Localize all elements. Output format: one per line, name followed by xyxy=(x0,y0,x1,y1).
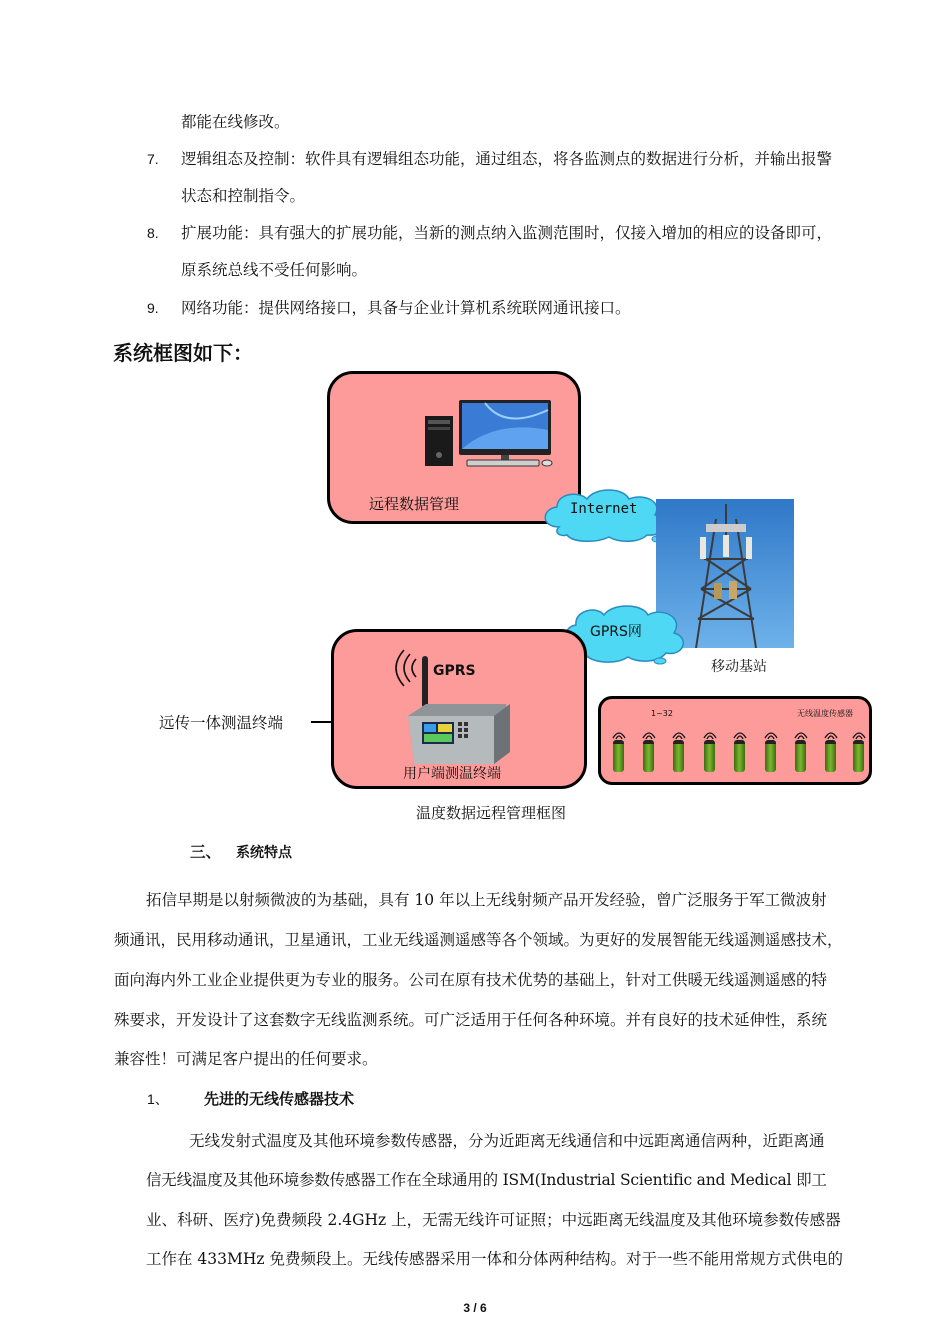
remote-terminal-side-label: 远传一体测温终端 xyxy=(159,714,284,732)
wireless-sensor-icon xyxy=(790,728,812,774)
section-title: 系统特点 xyxy=(236,845,292,861)
sensor-range-label: 1~32 xyxy=(651,709,673,718)
subsection-title: 先进的无线传感器技术 xyxy=(204,1090,355,1108)
wireless-sensor-row xyxy=(608,728,870,780)
paragraph-2-line: 无线发射式温度及其他环境参数传感器，分为近距离无线通信和中远距离通信两种，近距离通 xyxy=(189,1132,825,1150)
wireless-sensor-icon xyxy=(729,728,751,774)
list-number-8: 8. xyxy=(147,225,159,241)
list-number-7: 7. xyxy=(147,151,159,167)
list-item-8-line1: 扩展功能：具有强大的扩展功能，当新的测点纳入监测范围时，仅接入增加的相应的设备即可， xyxy=(181,224,833,242)
wireless-sensor-icon xyxy=(638,728,660,774)
user-terminal-label: 用户端测温终端 xyxy=(403,766,501,782)
gprs-network-label: GPRS网 xyxy=(590,624,642,640)
diagram-heading: 系统框图如下： xyxy=(113,341,253,365)
subsection-number: 1、 xyxy=(147,1091,169,1107)
wireless-sensor-icon xyxy=(608,728,630,774)
remote-management-label: 远程数据管理 xyxy=(369,495,460,513)
leader-line xyxy=(311,721,331,723)
paragraph-1-line: 兼容性！可满足客户提出的任何要求。 xyxy=(114,1050,378,1068)
paragraph-2-line: 业、科研、医疗)免费频段 2.4GHz 上，无需无线许可证照；中远距离无线温度及其他环境参数传感器 xyxy=(146,1211,841,1229)
paragraph-1-line: 殊要求，开发设计了这套数字无线监测系统。可广泛适用于任何各种环境。并有良好的技术延伸性，系统 xyxy=(114,1011,828,1029)
list-item-7-line2: 状态和控制指令。 xyxy=(181,187,306,205)
list-item-6-continuation: 都能在线修改。 xyxy=(181,113,290,131)
paragraph-1-line: 频通讯，民用移动通讯，卫星通讯，工业无线遥测遥感等各个领域。为更好的发展智能无线遥测遥感技术， xyxy=(114,931,843,949)
wireless-sensor-icon xyxy=(820,728,842,774)
paragraph-2-line: 信无线温度及其他环境参数传感器工作在全球通用的 ISM(Industrial Scientific and Medical 即工 xyxy=(146,1171,827,1189)
list-item-9-line1: 网络功能：提供网络接口，具备与企业计算机系统联网通讯接口。 xyxy=(181,299,631,317)
list-item-7-line1: 逻辑组态及控制：软件具有逻辑组态功能，通过组态，将各监测点的数据进行分析，并输出报警 xyxy=(181,150,833,168)
base-station-label: 移动基站 xyxy=(711,659,767,675)
paragraph-2-line: 工作在 433MHz 免费频段上。无线传感器采用一体和分体两种结构。对于一些不能用常规方式供电的 xyxy=(146,1250,843,1268)
wireless-sensor-icon xyxy=(848,728,870,774)
paragraph-1-line: 拓信早期是以射频微波的为基础，具有 10 年以上无线射频产品开发经验，曾广泛服务于军工微波射 xyxy=(146,891,827,909)
wireless-sensor-icon xyxy=(760,728,782,774)
diagram-caption: 温度数据远程管理框图 xyxy=(416,804,567,822)
page-number: 3 / 6 xyxy=(463,1301,487,1315)
temperature-terminal-device-icon xyxy=(406,656,516,766)
internet-label: Internet xyxy=(570,501,638,517)
list-number-9: 9. xyxy=(147,300,159,316)
wireless-sensor-icon xyxy=(699,728,721,774)
section-number: 三、 xyxy=(190,843,222,861)
user-terminal-box xyxy=(331,629,587,789)
wireless-sensor-icon xyxy=(668,728,690,774)
list-item-8-line2: 原系统总线不受任何影响。 xyxy=(181,261,368,279)
gprs-label: GPRS xyxy=(433,663,476,679)
paragraph-1-line: 面向海内外工业企业提供更为专业的服务。公司在原有技术优势的基础上，针对工供暖无线遥测遥感的特 xyxy=(114,971,828,989)
sensor-title-label: 无线温度传感器 xyxy=(797,709,853,718)
desktop-computer-icon xyxy=(425,400,555,470)
